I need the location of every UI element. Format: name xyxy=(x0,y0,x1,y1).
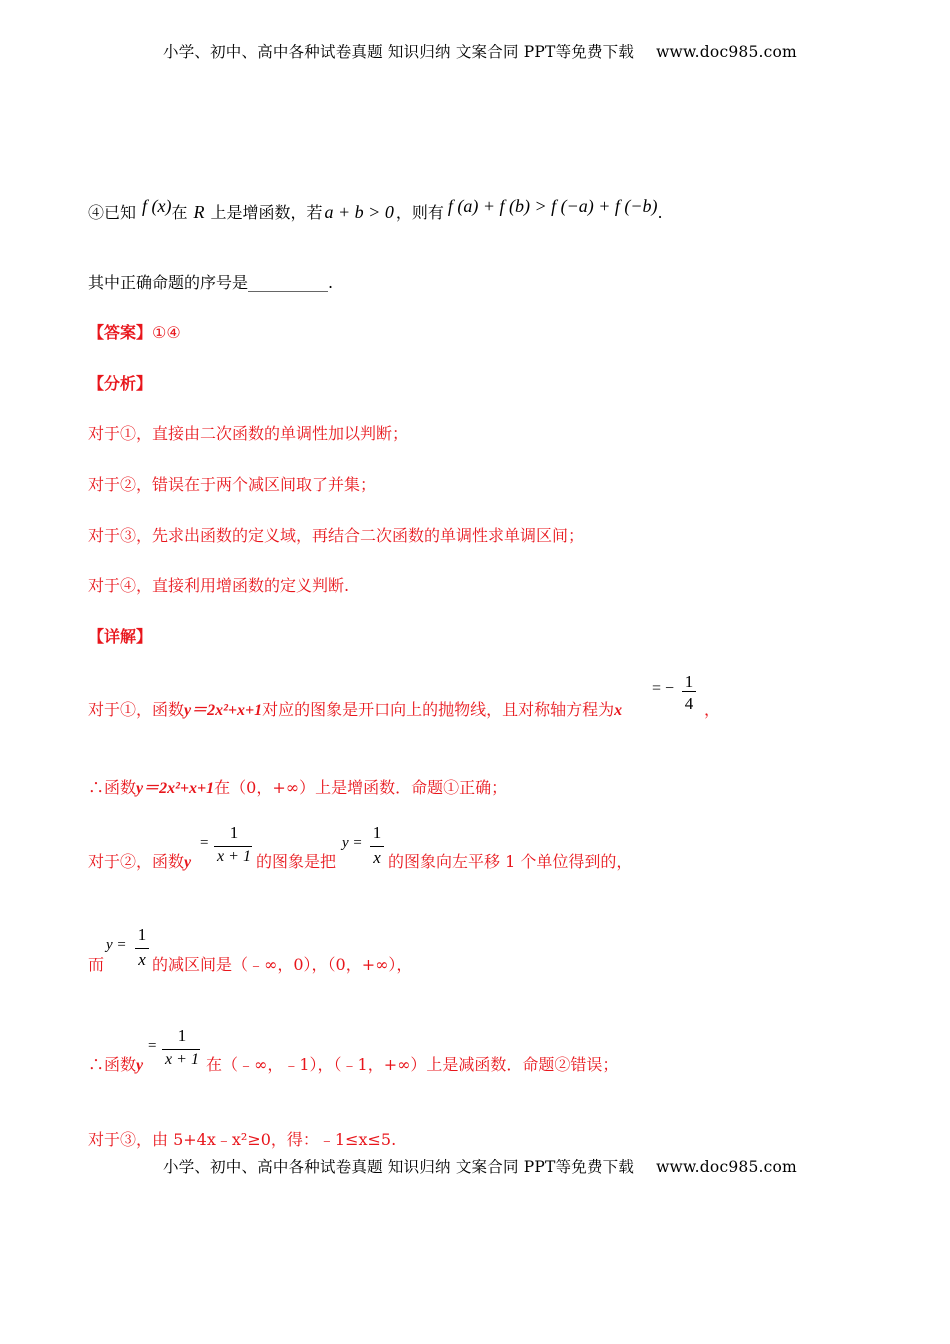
item4-R: R xyxy=(193,202,205,222)
detail2-text-b: 在（0，+∞）上是增函数．命题①正确； xyxy=(214,778,508,797)
detail1-function: y＝2x²+x+1 xyxy=(184,702,263,719)
detail-line-6: 对于③，由 5+4x﹣x²≥0，得：﹣1≤x≤5. xyxy=(88,1130,397,1149)
detail1-text-b: 对应的图象是开口向上的抛物线，且对称轴方程为 xyxy=(262,700,615,719)
frac5-eq: = xyxy=(148,1038,157,1054)
page-header xyxy=(163,40,797,62)
detail2-function: y＝2x²+x+1 xyxy=(136,780,215,797)
frac5-denominator: x + 1 xyxy=(165,1051,199,1068)
item4-prefix: ④已知 xyxy=(88,203,137,222)
detail3-text-a: 对于②，函数 xyxy=(88,852,185,871)
item4-conclusion: f (a) + f (b) > f (−a) + f (−b) xyxy=(447,196,658,216)
detail4-text-b: 的减区间是（﹣∞，0），（0，+∞）， xyxy=(152,955,413,974)
answer-value: ①④ xyxy=(152,323,181,342)
item4-in: 在 xyxy=(171,203,188,222)
header-text: 小学、初中、高中各种试卷真题 知识归纳 文案合同 PPT等免费下载 xyxy=(163,43,635,61)
frac4-numerator: 1 xyxy=(137,925,147,944)
fraction-one-over-x-plus-1 xyxy=(198,823,254,873)
fraction-minus-one-quarter xyxy=(652,672,702,732)
frac1-denominator: 4 xyxy=(684,694,694,713)
frac3-numerator: 1 xyxy=(372,823,382,842)
detail5-text-a: ∴函数 xyxy=(88,1055,137,1074)
item-4 xyxy=(88,196,663,223)
detail5-text-b: 在（﹣∞，﹣1），（﹣1，+∞）上是减函数．命题②错误； xyxy=(206,1055,619,1074)
frac1-bar xyxy=(682,691,696,692)
frac2-eq: = xyxy=(200,835,209,851)
detail-line-2 xyxy=(88,775,507,798)
fraction-y-one-over-x xyxy=(106,925,150,975)
analysis-line-3: 对于③，先求出函数的定义域，再结合二次函数的单调性求单调区间； xyxy=(88,526,585,545)
item4-then: ，则有 xyxy=(395,203,444,222)
footer-url[interactable]: www.doc985.com xyxy=(656,1158,797,1176)
detail5-y: y xyxy=(136,1057,144,1074)
frac4-eq: y = xyxy=(106,937,127,953)
detail-line-5-lead xyxy=(88,1052,143,1075)
detail1-text-a: 对于①，函数 xyxy=(88,700,185,719)
detail-line-1 xyxy=(88,697,622,720)
detail1-end: ， xyxy=(704,700,721,719)
frac3-eq: y = xyxy=(342,835,363,851)
frac2-numerator: 1 xyxy=(229,823,239,842)
detail3-y: y xyxy=(184,854,192,871)
detail-line-3-lead xyxy=(88,849,191,872)
item4-condition: a + b > 0 xyxy=(324,202,394,222)
detail4-text-a: 而 xyxy=(88,955,105,974)
answer-line xyxy=(88,320,181,343)
frac3-denominator: x xyxy=(373,848,381,867)
header-url[interactable]: www.doc985.com xyxy=(656,43,797,61)
frac3-bar xyxy=(370,846,384,847)
detail3-text-c: 的图象向左平移 1 个单位得到的， xyxy=(388,852,633,871)
question-blank: __________ xyxy=(248,273,329,292)
footer-text: 小学、初中、高中各种试卷真题 知识归纳 文案合同 PPT等免费下载 xyxy=(163,1158,635,1176)
detail1-x: x xyxy=(614,702,623,719)
frac4-denominator: x xyxy=(138,950,146,969)
frac1-eq: = − xyxy=(652,680,675,697)
page-footer xyxy=(163,1155,797,1177)
frac2-denominator: x + 1 xyxy=(217,848,251,865)
fraction-one-over-x xyxy=(342,823,386,873)
detail2-text-a: ∴函数 xyxy=(88,778,137,797)
analysis-line-4: 对于④，直接利用增函数的定义判断. xyxy=(88,576,350,595)
frac1-numerator: 1 xyxy=(684,672,694,691)
frac5-numerator: 1 xyxy=(177,1026,187,1045)
detail-label: 【详解】 xyxy=(88,627,153,646)
item4-increasing: 上是增函数，若 xyxy=(210,203,323,222)
detail3-text-b: 的图象是把 xyxy=(256,852,337,871)
analysis-line-2: 对于②，错误在于两个减区间取了并集； xyxy=(88,475,377,494)
question-line xyxy=(88,270,333,293)
fraction-one-over-x-plus-1-b xyxy=(146,1026,204,1076)
analysis-line-1: 对于①，直接由二次函数的单调性加以判断； xyxy=(88,424,409,443)
question-end: . xyxy=(328,273,334,292)
item4-end: . xyxy=(657,203,663,222)
analysis-label: 【分析】 xyxy=(88,374,153,393)
question-text: 其中正确命题的序号是 xyxy=(88,273,249,292)
frac2-bar xyxy=(214,846,252,847)
answer-label: 【答案】 xyxy=(88,323,153,342)
frac4-bar xyxy=(135,948,149,949)
frac5-bar xyxy=(162,1049,200,1050)
item4-fx: f (x) xyxy=(142,196,172,216)
